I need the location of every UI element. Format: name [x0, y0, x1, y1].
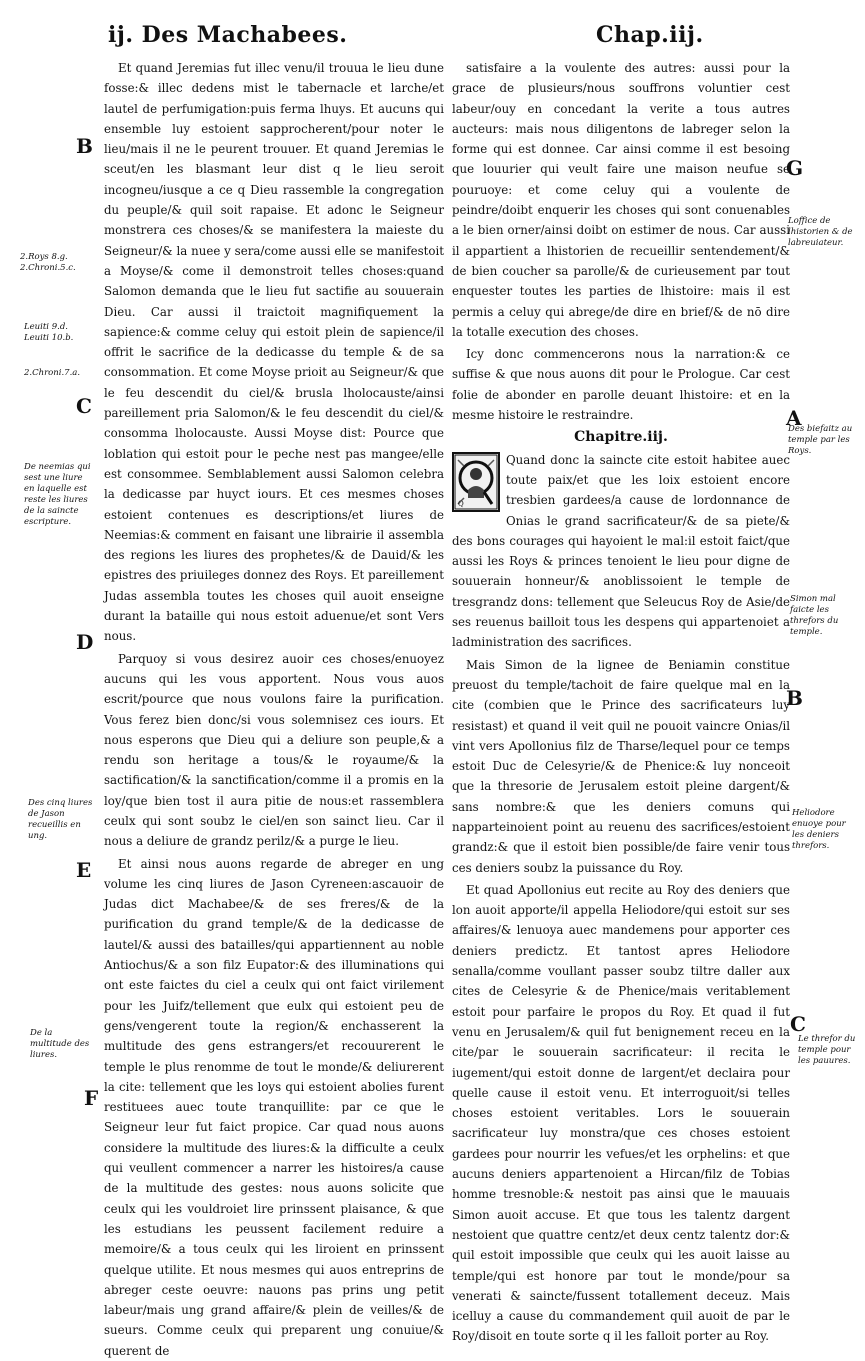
paragraph: Et ainsi nous auons regarde de abreger en ung volume les cinq liures de Jason Cyreneen:ascauoir de Judas dict Machabee/& de ses freres/& de la purification du grand temple/& de la dedicasse de lautel/& aussi des batailles/qui appartiennent au noble Antiochus/& a son filz Eupator:& des illuminations qui ont este faictes du ciel a ceulx qui ont faict virilement pour les Juifz/tellement que eulx qui estoient peu de gens/vengerent toute la region/& enchasserent la multitude des gens estrangers/et recouurerent le temple le plus renomme de tout le monde/& deliurerent la cite: tellement que les loys qui estoient abolies furent restituees auec toute tranquillite: par ce que le Seigneur leur fut faict propice. Car quad nous auons considere la multitude des liures:& la difficulte a ceulx qui veullent commencer a narrer les histoires/a cause de la multitude des gestes: nous auons solicite que ceulx qui les vouldroiet lire prinssent plaisance, & que les estudians les peussent facilement reduire a memoire/& a tous ceulx qui les liroient en prinssent quelque utilite. Et nous mesmes qui auos entreprins de abreger ceste oeuvre: nauons pas prins ung petit labeur/mais ung grand affaire/& plein de veilles/& de sueurs. Comme ceulx qui preparent ung conuiue/& querent de [104, 856, 444, 1358]
decorated-initial-icon [452, 452, 500, 512]
margin-note: De neemias qui sest une liure en laquelle est reste les liures de la saincte escripture. [24, 462, 91, 527]
margin-note: Le threfor du temple pour les pauures. [798, 1034, 856, 1066]
margin-note: Des biefaitz au temple par les Roys. [788, 424, 853, 456]
margin-note: Des cinq liures de Jason recueillis en ung. [28, 798, 93, 841]
margin-note: 2.Chroni.7.a. [24, 368, 81, 378]
margin-note: Heliodore enuoye pour les deniers threfors. [792, 808, 846, 851]
paragraph: satisfaire a la voulente des autres: aussi pour la grace de plusieurs/nous souffrons voluntier cest labeur/ouy en concedant la verite a tous autres aucteurs: mais nous diligentons de labreger selon la forme qui est donnee. Car ainsi comme il est besoing que louurier qui veult faire une maison neufue se pouruoye: et come celuy qui a voulente de peindre/doibt enquerir les choses qui sont conuenables a le bien orner/ainsi doibt on estimer de nous. Car aussi il appartient a lhistorien de recueillir sentendement/& de bien coucher sa parolle/& de curieusement par tout enquester toutes les parties de lhistoire: mais il est permis a celuy qui abrege/de dire en brief/& de nō dire la totalle execution des choses. [452, 61, 790, 339]
running-header-left: ij. Des Machabees. [108, 22, 348, 48]
chapter-title: Chapitre.iij. [574, 429, 668, 446]
margin-note: 2.Roys 8.g. 2.Chroni.5.c. [20, 252, 76, 273]
margin-note: Leuiti 9.d. Leuiti 10.b. [24, 322, 74, 343]
paragraph: Et quad Apollonius eut recite au Roy des deniers que lon auoit apporte/il appella Heliodore/qui estoit sur ses affaires/& lenuoya auec mandemens pour apporter ces deniers predictz. Et tantost apres Heliodore senalla/comme voullant passer soubz tiltre daller aux cites de Celesyrie & de Phenice/mais veritablement estoit pour parfaire le propos du Roy. Et quad il fut venu en Jerusalem/& quil fut benignement receu en la cite/par le souuerain sacrificateur: il recita le iugement/qui estoit donne de largent/et declaira pour quelle cause il estoit venu. Et interroguoit/si telles choses estoient veritables. Lors le souuerain sacrificateur luy monstra/que ces choses estoient gardees pour nourrir les vefues/et les orphelins: et que aucuns deniers appartenoient a Hircan/filz de Tobias homme tresnoble:& nestoit pas ainsi que le mauuais Simon auoit accuse. Et que tous les talentz dargent nestoient que quattre centz/et deux centz talentz dor:& quil estoit impossible que ceulx qui les auoit laisse au temple/qui est honore par tout le monde/pour sa venerati & saincte/fussent totallement deceuz. Mais icelluy a cause du commandement quil auoit de par le Roy/disoit en toute sorte q il les falloit porter au Roy. [452, 882, 790, 1344]
margin-letter: B [786, 686, 803, 710]
margin-letter: C [76, 394, 92, 418]
margin-note: Simon mal faicte les threfors du temple. [790, 594, 839, 637]
margin-letter: B [76, 134, 93, 158]
paragraph: Icy donc commencerons nous la narration:& ce suffise & que nous auons dit pour le Prologue. Car cest folie de abonder en parolle deuant lhistoire: et en la mesme histoire le restraindre. [452, 347, 790, 423]
woodcut-portrait-icon [454, 454, 498, 510]
running-header-right: Chap.iij. [596, 22, 704, 48]
right-column [452, 58, 790, 1347]
margin-letter: D [76, 630, 94, 654]
margin-letter: G [786, 156, 804, 180]
paragraph: Et quand Jeremias fut illec venu/il trouua le lieu dune fosse:& illec dedens mist le tabernacle et larche/et lautel de perfumigation:puis ferma lhuys. Et aucuns qui ensemble luy estoient sapprocherent/pour noter le lieu/mais il ne le peurent trouuer. Et quand Jeremias le sceut/en les blasmant leur dist q le lieu seroit incogneu/iusque a ce q Dieu rassemble la congregation du peuple/& quil soit rapaise. Et adonc le Seigneur monstrera ces choses/& se manifestera la maieste du Seigneur/& la nuee y sera/come aussi elle se manifestoit a Moyse/& come il demonstroit telles choses:quand Salomon demanda que le lieu fut sactifie au souuerain Dieu. Car aussi il traictoit magnifiquement la sapience:& comme celuy qui estoit plein de sapience/il offrit le sacrifice de la dedicasse du temple & de sa consommation. Et come Moyse prioit au Seigneur/& que le feu descendit du ciel/& brusla lholocauste/ainsi pareillement pria Salomon/& le feu descendit du ciel/& consomma lholocauste. Aussi Moyse dist: Pource que loblation qui estoit pour le peche nest pas mangee/elle est consommee. Semblablement aussi Salomon celebra la dedicasse par huyct iours. Et ces mesmes choses estoient contenues es descriptions/et liures de Neemias:& comment en faisant une librairie il assembla des regions les liures des prophetes/& de Dauid/& les epistres des priuileges donnez des Roys. Et pareillement Judas assembla toutes les choses quil auoit enseigne durant la bataille qui nous estoit aduenue/et sont Vers nous. [104, 61, 444, 644]
margin-note: Loffice de lhistorien & de labreuiateur. [788, 216, 853, 248]
dropcap-letter: Q [458, 499, 464, 508]
margin-note: De la multitude des liures. [30, 1028, 90, 1060]
margin-letter: A [786, 406, 802, 430]
margin-letter: E [76, 858, 92, 882]
paragraph: Mais Simon de la lignee de Beniamin constitue preuost du temple/tachoit de faire quelque mal en la cite (combien que le Prince des sacrificateurs luy resistast) et quand il veit quil ne pouoit vaincre Onias/il vint vers Apollonius filz de Tharse/lequel pour ce temps estoit Duc de Celesyrie/& de Phenice:& luy nonceoit que la thresorie de Jerusalem estoit pleine dargent/& sans nombre:& que les deniers comuns qui napparteinoient point au reuenu des sacrifices/estoient grandz:& que il estoit bien possible/de faire venir tous ces deniers soubz la puissance du Roy. [452, 657, 790, 875]
margin-letter: F [84, 1086, 99, 1110]
left-column [104, 58, 444, 1361]
paragraph: Parquoy si vous desirez auoir ces choses/enuoyez aucuns qui les vous apportent. Nous vous auos escrit/pource que nous voulons faire la purification. Vous ferez bien donc/si vous solemnisez ces iours. Et nous esperons que Dieu qui a deliure son peuple,& a rendu son heritage a tous/& le royaume/& la sactification/& la sanctification/comme il a promis en la loy/que bien tost il aura pitie de nous:et rassemblera ceulx qui sont soubz le ciel/en son sainct lieu. Car il nous a deliure de grandz perilz/& a purge le lieu. [104, 651, 444, 849]
paragraph: Quand donc la saincte cite estoit habitee auec toute paix/et que les loix estoient encore tresbien gardees/a cause de lordonnance de Onias le grand sacrificateur/& de sa piete/& des bons courages qui hayoient le mal:il estoit faict/que aussi les Roys & princes tenoient le lieu pour digne de souuerain honneur/& anoblissoient le temple de tresgrandz dons: tellement que Seleucus Roy de Asie/de ses reuenus bailloit tous les despens qui appartenoiet a ladministration des sacrifices. [452, 452, 790, 650]
margin-letter: C [790, 1012, 806, 1036]
